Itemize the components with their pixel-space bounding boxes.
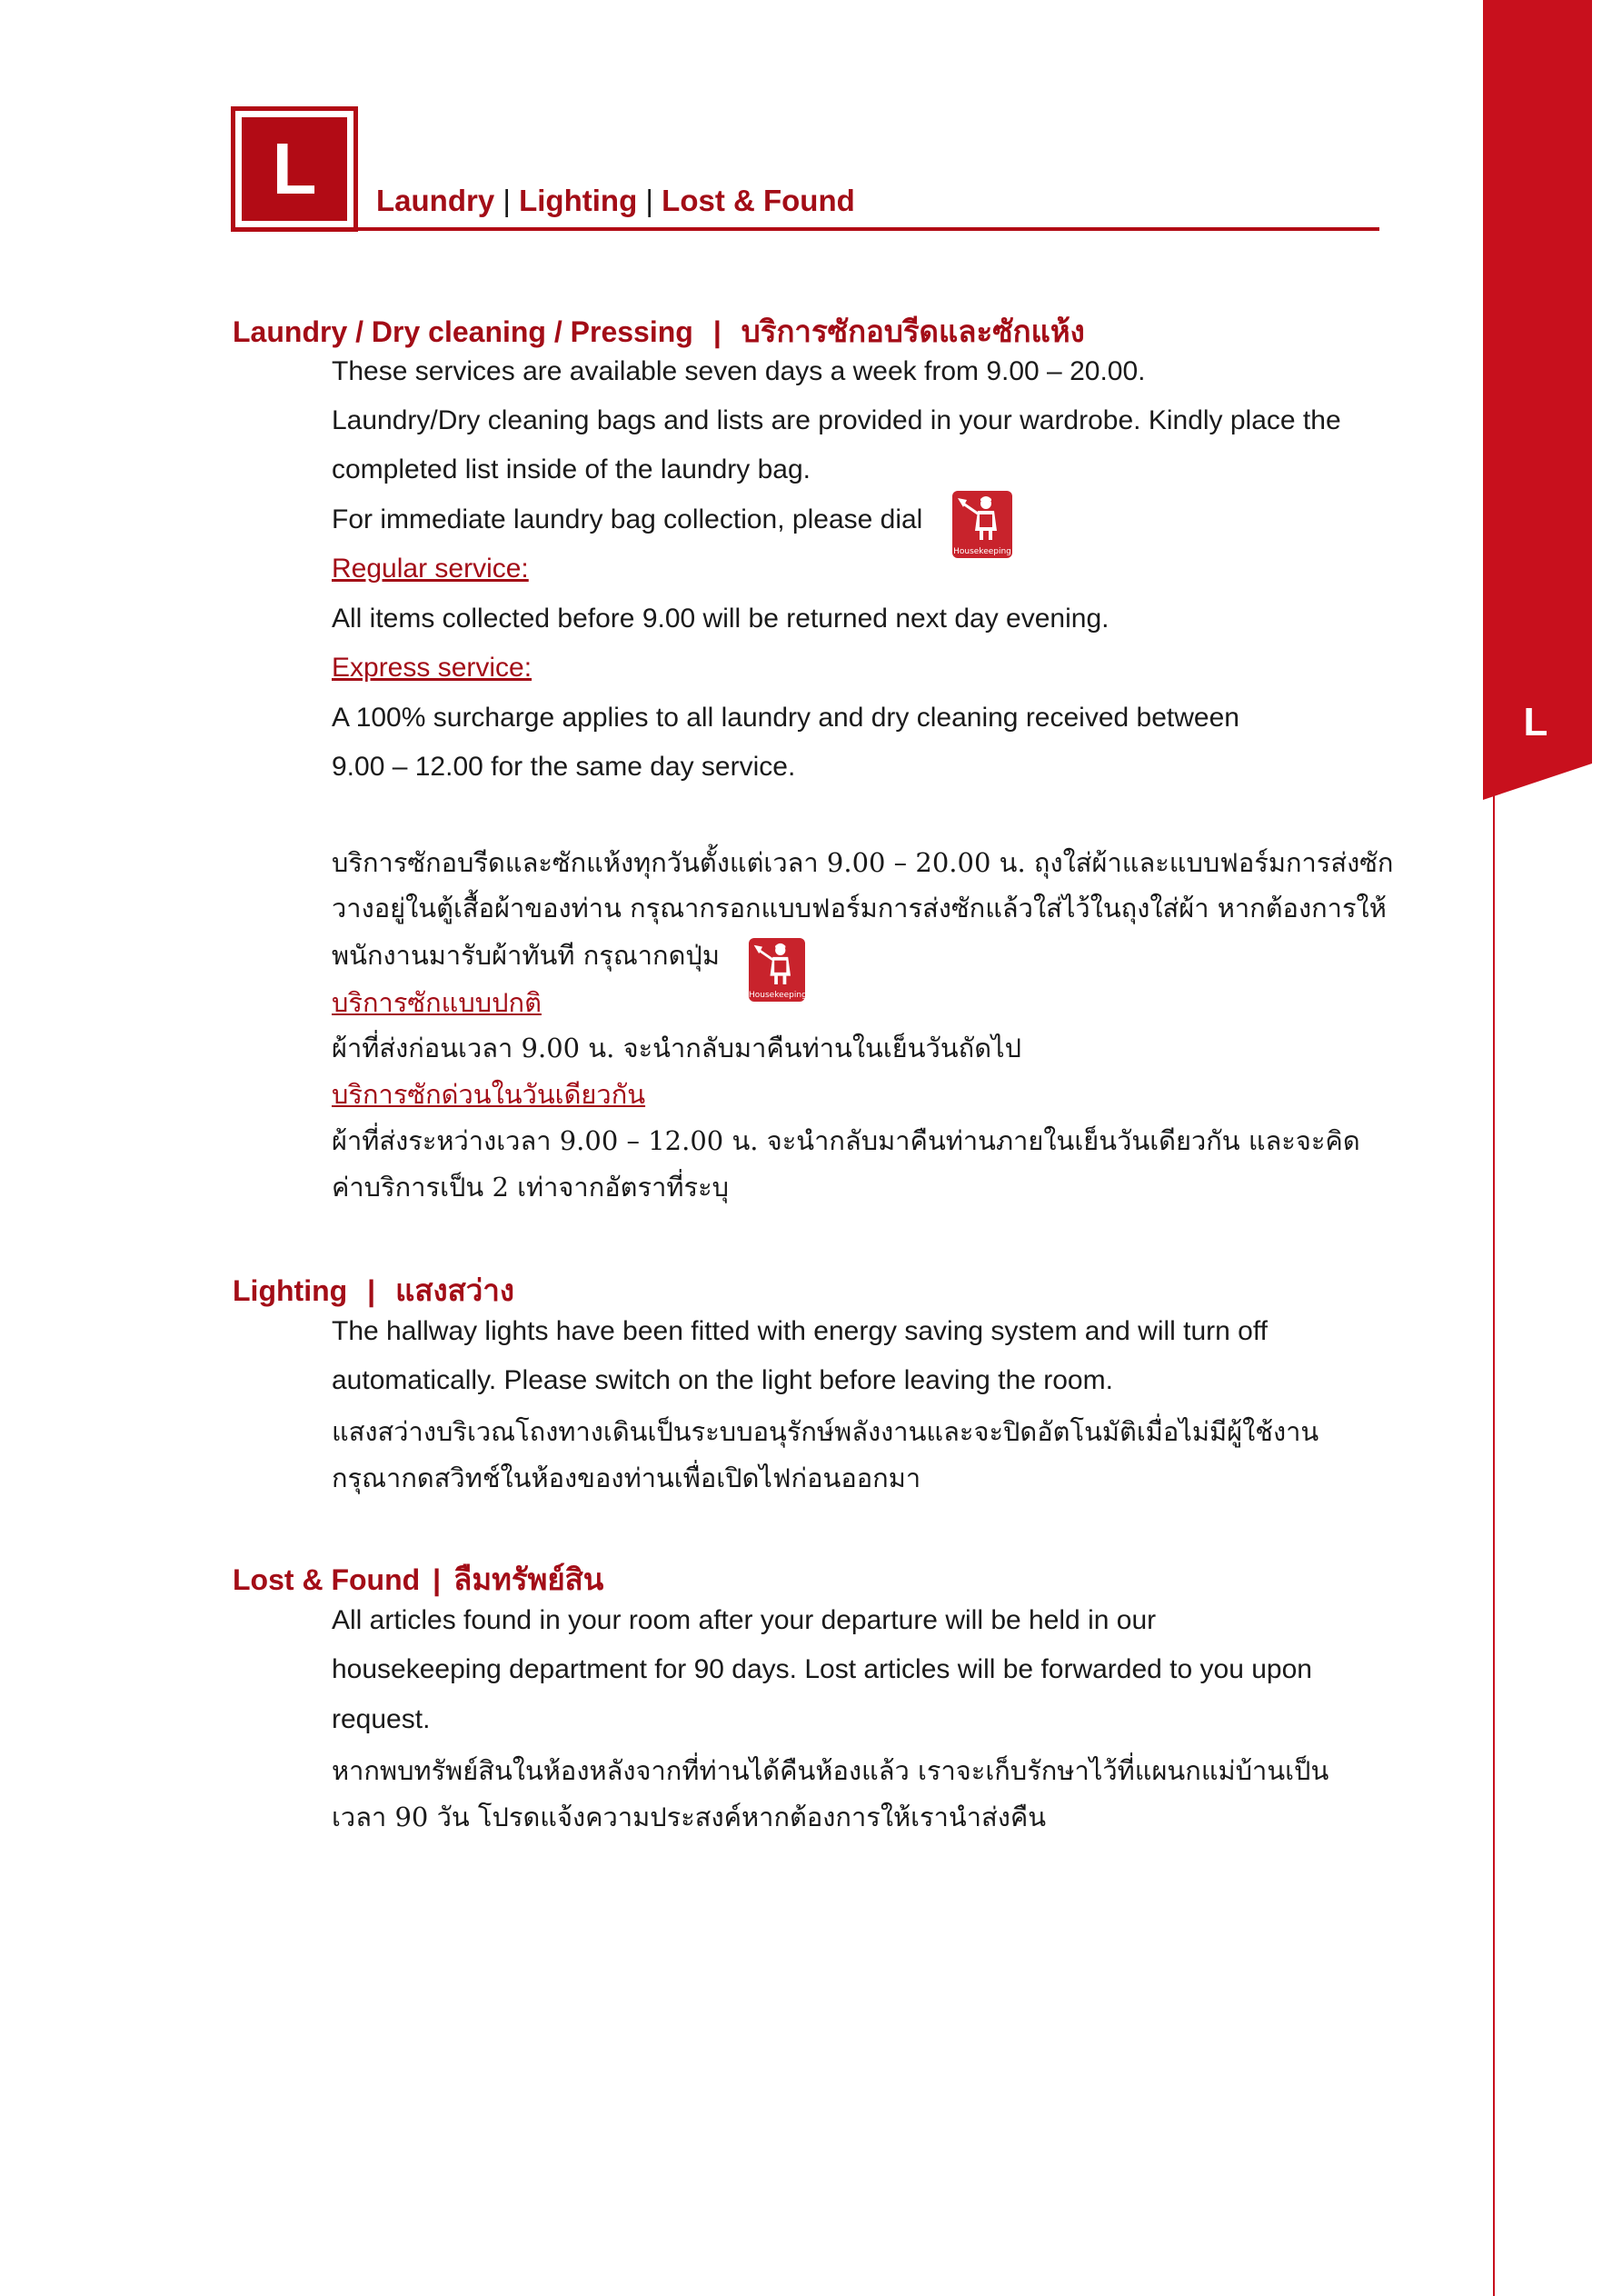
laundry-th-line: บริการซักอบรีดและซักแห้งทุกวันตั้งแต่เวลา 9.00 – 20.00 น. ถุงใส่ผ้าและแบบฟอร์มการส่งซัก xyxy=(332,847,1394,878)
lost-found-th-line: เวลา 90 วัน โปรดแจ้งความประสงค์หากต้องการให้เรานำส่งคืน xyxy=(332,1802,1047,1832)
side-tab-letter: L xyxy=(1523,700,1548,744)
housekeeping-icon-label: Housekeeping xyxy=(749,991,807,1000)
laundry-text-line: These services are available seven days a week from 9.00 – 20.00. xyxy=(332,356,1146,386)
express-service-text: A 100% surcharge applies to all laundry and dry cleaning received between xyxy=(332,703,1239,733)
lighting-heading-th: แสงสว่าง xyxy=(395,1273,514,1308)
th-express-service-text: ผ้าที่ส่งระหว่างเวลา 9.00 – 12.00 น. จะนำกลับมาคืนท่านภายในเย็นวันเดียวกัน และจะคิด xyxy=(332,1125,1360,1156)
lost-found-heading-th: ลืมทรัพย์สิน xyxy=(453,1562,604,1597)
lighting-heading-en: Lighting xyxy=(233,1274,348,1307)
lighting-th-line: แสงสว่างบริเวณโถงทางเดินเป็นระบบอนุรักษ์พลังงานและจะปิดอัตโนมัติเมื่อไม่มีผู้ใช้งาน xyxy=(332,1416,1319,1447)
title-lost-found: Lost & Found xyxy=(662,184,855,217)
laundry-th-line: พนักงานมารับผ้าทันที กรุณากดปุ่ม xyxy=(332,940,720,971)
heading-separator: | xyxy=(712,315,721,348)
express-service-text: 9.00 – 12.00 for the same day service. xyxy=(332,752,796,782)
th-express-service-text: ค่าบริการเป็น 2 เท่าจากอัตราที่ระบุ xyxy=(332,1172,730,1203)
lost-found-text-line: housekeeping department for 90 days. Lost articles will be forwarded to you upon xyxy=(332,1654,1312,1684)
lost-found-heading-en: Lost & Found xyxy=(233,1563,421,1596)
heading-separator: | xyxy=(433,1563,442,1596)
th-express-service-label: บริการซักด่วนในวันเดียวกัน xyxy=(332,1079,646,1110)
housekeeping-icon xyxy=(749,938,805,1002)
laundry-heading xyxy=(233,307,1085,355)
heading-separator: | xyxy=(367,1274,376,1307)
title-separator: | xyxy=(503,184,511,217)
side-tab xyxy=(1483,0,1592,2296)
lost-found-heading xyxy=(233,1555,603,1603)
laundry-th-line: วางอยู่ในตู้เสื้อผ้าของท่าน กรุณากรอกแบบฟอร์มการส่งซักแล้วใส่ไว้ในถุงใส่ผ้า หากต้องการให้ xyxy=(332,893,1387,923)
laundry-text-line: For immediate laundry bag collection, please dial xyxy=(332,504,923,534)
express-service-label: Express service: xyxy=(332,653,532,683)
lighting-text-line: The hallway lights have been fitted with energy saving system and will turn off xyxy=(332,1316,1268,1346)
section-letter: L xyxy=(242,117,347,221)
title-lighting: Lighting xyxy=(519,184,638,217)
title-laundry: Laundry xyxy=(376,184,495,217)
section-letter-badge xyxy=(231,106,358,232)
lost-found-th-line: หากพบทรัพย์สินในห้องหลังจากที่ท่านได้คืนห้องแล้ว เราจะเก็บรักษาไว้ที่แผนกแม่บ้านเป็น xyxy=(332,1755,1329,1786)
laundry-text-line: Laundry/Dry cleaning bags and lists are provided in your wardrobe. Kindly place the xyxy=(332,405,1341,435)
th-regular-service-text: ผ้าที่ส่งก่อนเวลา 9.00 น. จะนำกลับมาคืนท่านในเย็นวันถัดไป xyxy=(332,1033,1022,1063)
housekeeping-icon xyxy=(952,491,1012,558)
th-regular-service-label: บริการซักแบบปกติ xyxy=(332,987,542,1018)
lost-found-text-line: request. xyxy=(332,1704,431,1734)
lost-found-text-line: All articles found in your room after your departure will be held in our xyxy=(332,1605,1157,1635)
header-rule xyxy=(231,227,1379,231)
lighting-heading xyxy=(233,1266,514,1314)
title-separator: | xyxy=(645,184,653,217)
lighting-text-line: automatically. Please switch on the light before leaving the room. xyxy=(332,1365,1113,1395)
lighting-th-line: กรุณากดสวิทช์ในห้องของท่านเพื่อเปิดไฟก่อนออกมา xyxy=(332,1462,921,1493)
laundry-text-line: completed list inside of the laundry bag. xyxy=(332,454,811,484)
housekeeping-icon-label: Housekeeping xyxy=(953,547,1011,556)
laundry-heading-en: Laundry / Dry cleaning / Pressing xyxy=(233,315,693,348)
regular-service-text: All items collected before 9.00 will be returned next day evening. xyxy=(332,604,1110,634)
side-divider-line xyxy=(1493,582,1495,2296)
laundry-heading-th: บริการซักอบรีดและซักแห้ง xyxy=(741,314,1085,349)
page-title xyxy=(376,184,855,218)
regular-service-label: Regular service: xyxy=(332,554,529,584)
